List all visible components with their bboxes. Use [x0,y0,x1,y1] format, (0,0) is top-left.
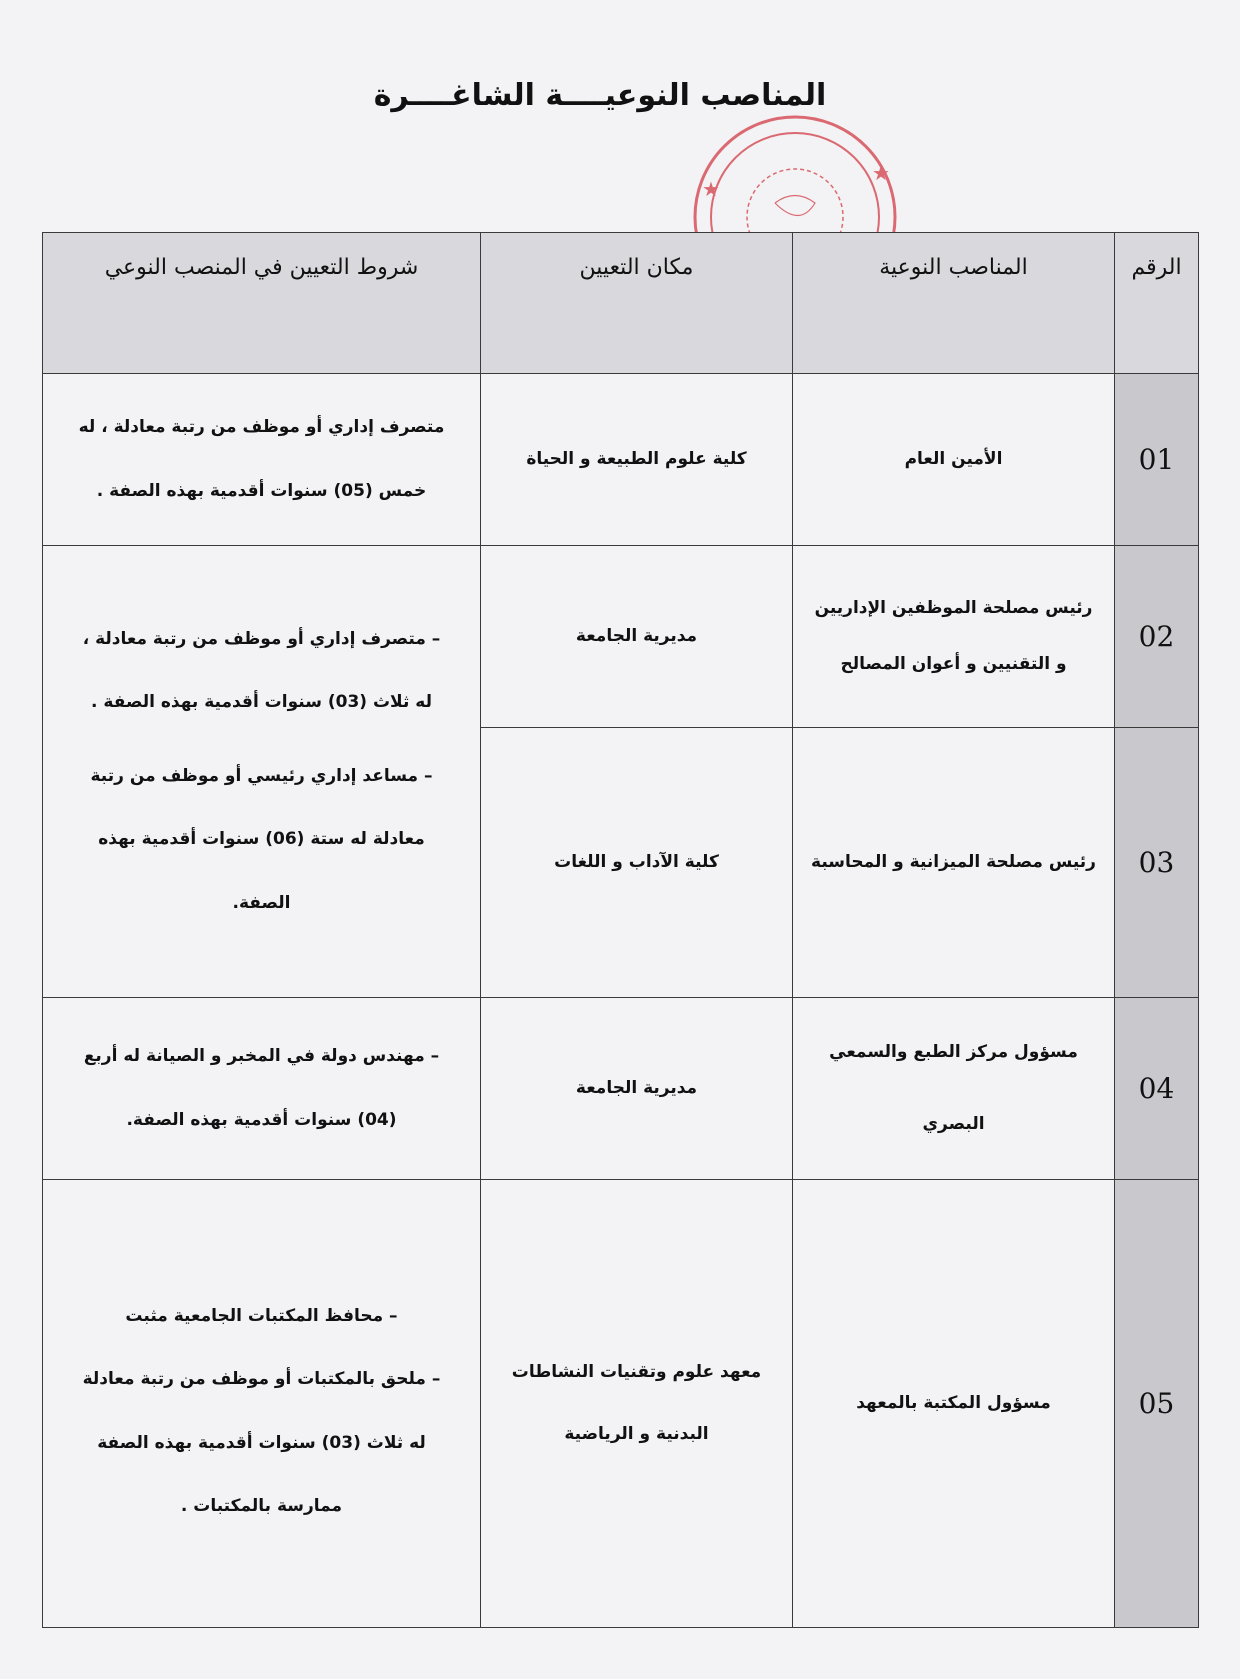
place-cell [481,1180,793,1628]
row-number: 02 [1115,546,1199,728]
svg-text:★: ★ [702,177,720,201]
condition-line: – متصرف إداري أو موظف من رتبة معادلة ، [53,627,470,653]
position-cell [793,374,1115,546]
place-cell [481,728,793,998]
conditions-cell [43,374,481,546]
row-number: 01 [1115,374,1199,546]
header-num: الرقم [1115,233,1199,374]
condition-line: – مساعد إداري رئيسي أو موظف من رتبة [53,764,470,790]
condition-line: الصفة. [232,892,291,913]
position-cell [793,998,1115,1180]
position-text: و التقنيين و أعوان المصالح [840,653,1067,674]
table-row [43,546,1199,728]
place-cell [481,374,793,546]
position-text: رئيس مصلحة الموظفين الإداريين [814,598,1093,619]
conditions-cell [43,998,481,1180]
row-number: 03 [1115,728,1199,998]
place-text: مديرية الجامعة [575,625,698,646]
conditions-cell [43,1180,481,1628]
place-text: كلية علوم الطبيعة و الحياة [526,448,747,469]
conditions-cell [43,546,481,998]
page-title: المناصب النوعيــــة الشاغــــرة [373,78,827,113]
row-number: 05 [1115,1180,1199,1628]
header-conditions: شروط التعيين في المنصب النوعي [43,233,481,374]
position-text: البصري [922,1113,985,1134]
place-text: معهد علوم وتقنيات النشاطات [511,1362,762,1383]
table-row [43,998,1199,1180]
condition-line: (04) سنوات أقدمية بهذه الصفة. [126,1109,397,1130]
table-row [43,1180,1199,1628]
condition-line: له ثلاث (03) سنوات أقدمية بهذه الصفة [97,1432,426,1453]
table-header-row [43,233,1199,374]
place-text: مديرية الجامعة [575,1077,698,1098]
place-cell [481,998,793,1180]
position-text: مسؤول مركز الطبع والسمعي [829,1042,1078,1063]
header-position: المناصب النوعية [793,233,1115,374]
place-text: كلية الآداب و اللغات [554,851,719,872]
condition-line: – محافظ المكتبات الجامعية مثبت [53,1304,470,1330]
condition-line: – ملحق بالمكتبات أو موظف من رتبة معادلة [53,1367,470,1393]
condition-line: – مهندس دولة في المخبر و الصيانة له أربع [53,1044,470,1070]
position-cell [793,728,1115,998]
position-text: الأمين العام [904,448,1003,469]
position-cell [793,1180,1115,1628]
vacancies-table [42,232,1199,1628]
condition-line: خمس (05) سنوات أقدمية بهذه الصفة . [96,480,427,501]
row-number: 04 [1115,998,1199,1180]
position-text: مسؤول المكتبة بالمعهد [856,1392,1051,1413]
place-text: البدنية و الرياضية [564,1423,709,1444]
condition-line: له ثلاث (03) سنوات أقدمية بهذه الصفة . [91,692,432,713]
position-text: رئيس مصلحة الميزانية و المحاسبة [811,851,1096,872]
condition-line: معادلة له ستة (06) سنوات أقدمية بهذه [98,829,425,850]
position-cell [793,546,1115,728]
condition-line: ممارسة بالمكتبات . [180,1496,343,1516]
header-place: مكان التعيين [481,233,793,374]
condition-line: متصرف إداري أو موظف من رتبة معادلة ، له [78,417,445,437]
place-cell [481,546,793,728]
svg-text:★: ★ [872,161,890,185]
table-row [43,374,1199,546]
